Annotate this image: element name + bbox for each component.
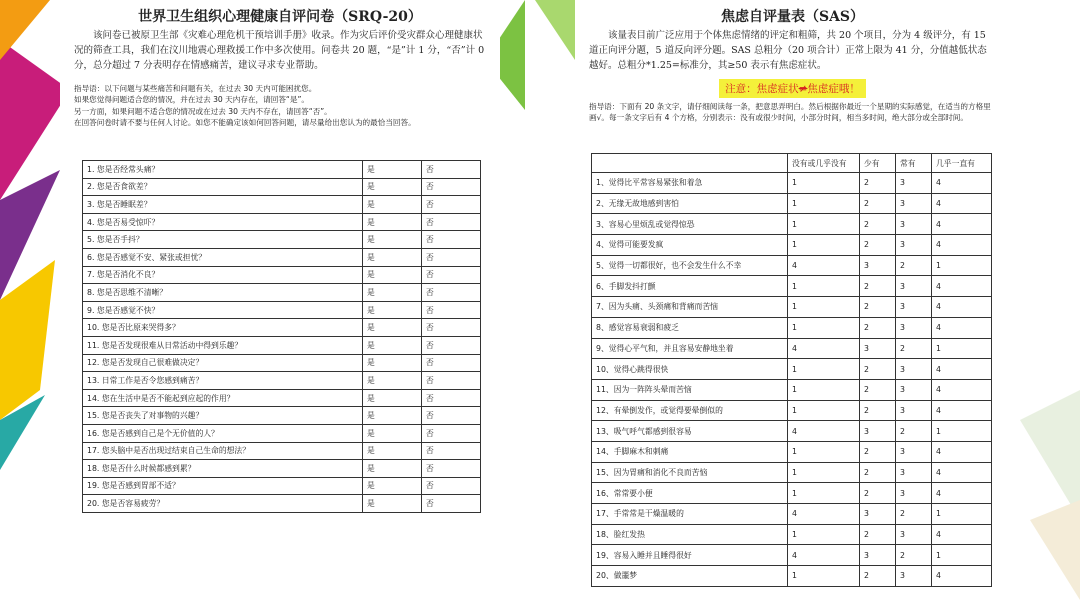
sas-score-cell[interactable]: 4 bbox=[932, 214, 992, 235]
sas-score-cell[interactable]: 4 bbox=[932, 317, 992, 338]
sas-table-row bbox=[592, 545, 992, 566]
sas-score-cell[interactable]: 1 bbox=[788, 566, 860, 587]
sas-item-cell: 20、做噩梦 bbox=[592, 566, 788, 587]
sas-item-cell: 15、因为胃痛和消化不良而苦恼 bbox=[592, 462, 788, 483]
srq-yes-cell[interactable]: 是 bbox=[363, 372, 422, 390]
sas-score-cell[interactable]: 4 bbox=[932, 276, 992, 297]
sas-score-cell[interactable]: 2 bbox=[860, 566, 896, 587]
sas-item-cell: 16、常常要小便 bbox=[592, 483, 788, 504]
sas-score-cell[interactable]: 2 bbox=[860, 462, 896, 483]
sas-score-cell[interactable]: 2 bbox=[860, 235, 896, 256]
sas-score-cell[interactable]: 2 bbox=[860, 359, 896, 380]
sas-score-cell[interactable]: 4 bbox=[932, 566, 992, 587]
sas-score-cell[interactable]: 4 bbox=[932, 483, 992, 504]
sas-score-cell[interactable]: 3 bbox=[896, 483, 932, 504]
sas-score-cell[interactable]: 3 bbox=[896, 379, 932, 400]
sas-score-cell[interactable]: 2 bbox=[860, 173, 896, 194]
sas-question-table bbox=[591, 153, 992, 587]
deco-triangle-lightgreen-top bbox=[535, 0, 575, 60]
sas-score-cell[interactable]: 2 bbox=[860, 441, 896, 462]
srq-no-cell[interactable]: 否 bbox=[422, 460, 481, 478]
srq-table-row bbox=[83, 460, 481, 478]
sas-score-cell[interactable]: 3 bbox=[860, 504, 896, 525]
srq-yes-cell[interactable]: 是 bbox=[363, 301, 422, 319]
srq-question-cell: 4. 您是否易受惊吓？ bbox=[83, 213, 363, 231]
sas-item-cell: 8、感觉容易衰弱和疲乏 bbox=[592, 317, 788, 338]
srq-table-row bbox=[83, 442, 481, 460]
sas-score-cell[interactable]: 4 bbox=[932, 359, 992, 380]
sas-score-cell[interactable]: 4 bbox=[932, 173, 992, 194]
sas-score-cell[interactable]: 2 bbox=[896, 421, 932, 442]
srq-intro: 该问卷已被原卫生部《灾难心理危机干预培训手册》收录。作为灾后评价受灾群众心理健康状况的筛查工具，我们在汶川地震心理救援工作中多次使用。问卷共 20 题，“是”计 1 分，“否”计 0 分，总分超过 7 分表明存在情感痛苦，建议寻求专业帮助。 bbox=[74, 30, 485, 71]
sas-score-cell[interactable]: 3 bbox=[896, 214, 932, 235]
sas-table-row bbox=[592, 214, 992, 235]
sas-score-cell[interactable]: 2 bbox=[860, 483, 896, 504]
srq-yes-cell[interactable]: 是 bbox=[363, 196, 422, 214]
sas-score-cell[interactable]: 1 bbox=[932, 421, 992, 442]
sas-table-row bbox=[592, 566, 992, 587]
sas-score-cell[interactable]: 2 bbox=[896, 504, 932, 525]
sas-score-cell[interactable]: 4 bbox=[788, 504, 860, 525]
sas-note-wrap bbox=[575, 77, 1010, 99]
srq-yes-cell[interactable]: 是 bbox=[363, 248, 422, 266]
srq-question-cell: 13. 日常工作是否令您感到痛苦？ bbox=[83, 372, 363, 390]
srq-question-cell: 12. 您是否发现自己很难做决定？ bbox=[83, 354, 363, 372]
srq-document bbox=[60, 0, 500, 605]
sas-score-cell[interactable]: 4 bbox=[932, 462, 992, 483]
sas-score-cell[interactable]: 4 bbox=[788, 545, 860, 566]
srq-yes-cell[interactable]: 是 bbox=[363, 231, 422, 249]
sas-score-cell[interactable]: 3 bbox=[896, 317, 932, 338]
srq-question-cell: 17. 您头脑中是否出现过结束自己生命的想法？ bbox=[83, 442, 363, 460]
sas-table-row bbox=[592, 235, 992, 256]
srq-table-row bbox=[83, 248, 481, 266]
sas-header-cell: 几乎一直有 bbox=[932, 154, 992, 173]
sas-table-row bbox=[592, 173, 992, 194]
sas-header-row bbox=[592, 154, 992, 173]
sas-table-row bbox=[592, 441, 992, 462]
srq-yes-cell[interactable]: 是 bbox=[363, 266, 422, 284]
sas-score-cell[interactable]: 2 bbox=[860, 400, 896, 421]
srq-no-cell[interactable]: 否 bbox=[422, 178, 481, 196]
srq-no-cell[interactable]: 否 bbox=[422, 389, 481, 407]
sas-table-row bbox=[592, 255, 992, 276]
sas-item-cell: 5、觉得一切都很好，也不会发生什么不幸 bbox=[592, 255, 788, 276]
srq-question-cell: 11. 您是否发现很难从日常活动中得到乐趣？ bbox=[83, 336, 363, 354]
deco-triangle-pale-right2 bbox=[1030, 500, 1080, 600]
srq-question-cell: 3. 您是否睡眠差？ bbox=[83, 196, 363, 214]
sas-title: 焦虑自评量表（SAS） bbox=[720, 9, 865, 25]
sas-score-cell[interactable]: 3 bbox=[896, 524, 932, 545]
sas-item-cell: 9、觉得心平气和，并且容易安静地坐着 bbox=[592, 338, 788, 359]
sas-item-cell: 18、脸红发热 bbox=[592, 524, 788, 545]
srq-question-cell: 15. 您是否丧失了对事物的兴趣？ bbox=[83, 407, 363, 425]
srq-question-cell: 14. 您在生活中是否不能起到应起的作用？ bbox=[83, 389, 363, 407]
sas-item-cell: 2、无缘无故地感到害怕 bbox=[592, 193, 788, 214]
sas-score-cell[interactable]: 1 bbox=[788, 462, 860, 483]
sas-item-cell: 4、觉得可能要发疯 bbox=[592, 235, 788, 256]
srq-table-row bbox=[83, 301, 481, 319]
srq-yes-cell[interactable]: 是 bbox=[363, 161, 422, 179]
sas-score-cell[interactable]: 2 bbox=[896, 545, 932, 566]
sas-score-cell[interactable]: 2 bbox=[860, 193, 896, 214]
srq-table-row bbox=[83, 495, 481, 513]
srq-instruction-line: 另一方面，如果问题不适合您的情况或在过去 30 天内不存在，请回答“否”。 bbox=[74, 106, 332, 116]
srq-yes-cell[interactable]: 是 bbox=[363, 389, 422, 407]
sas-score-cell[interactable]: 4 bbox=[788, 338, 860, 359]
sas-header-cell: 没有或几乎没有 bbox=[788, 154, 860, 173]
sas-score-cell[interactable]: 3 bbox=[896, 276, 932, 297]
sas-item-cell: 12、有晕倒发作，或觉得要晕倒似的 bbox=[592, 400, 788, 421]
srq-no-cell[interactable]: 否 bbox=[422, 196, 481, 214]
srq-no-cell[interactable]: 否 bbox=[422, 354, 481, 372]
sas-score-cell[interactable]: 2 bbox=[860, 276, 896, 297]
srq-no-cell[interactable]: 否 bbox=[422, 266, 481, 284]
sas-score-cell[interactable]: 1 bbox=[788, 297, 860, 318]
sas-score-cell[interactable]: 4 bbox=[932, 379, 992, 400]
sas-score-cell[interactable]: 4 bbox=[932, 235, 992, 256]
srq-question-cell: 5. 您是否手抖？ bbox=[83, 231, 363, 249]
sas-score-cell[interactable]: 3 bbox=[896, 193, 932, 214]
srq-yes-cell[interactable]: 是 bbox=[363, 442, 422, 460]
sas-score-cell[interactable]: 2 bbox=[896, 255, 932, 276]
srq-question-cell: 9. 您是否感觉不快？ bbox=[83, 301, 363, 319]
srq-no-cell[interactable]: 否 bbox=[422, 319, 481, 337]
sas-document bbox=[575, 0, 1010, 605]
sas-score-cell[interactable]: 3 bbox=[896, 173, 932, 194]
srq-table-row bbox=[83, 389, 481, 407]
sas-score-cell[interactable]: 3 bbox=[896, 400, 932, 421]
sas-score-cell[interactable]: 1 bbox=[788, 359, 860, 380]
sas-score-cell[interactable]: 3 bbox=[896, 462, 932, 483]
sas-score-cell[interactable]: 3 bbox=[896, 359, 932, 380]
sas-item-cell: 19、容易入睡并且睡得很好 bbox=[592, 545, 788, 566]
sas-score-cell[interactable]: 3 bbox=[860, 255, 896, 276]
sas-item-cell: 10、觉得心跳得很快 bbox=[592, 359, 788, 380]
srq-no-cell[interactable]: 否 bbox=[422, 213, 481, 231]
srq-yes-cell[interactable]: 是 bbox=[363, 460, 422, 478]
sas-table-row bbox=[592, 462, 992, 483]
sas-score-cell[interactable]: 3 bbox=[860, 421, 896, 442]
sas-table-row bbox=[592, 524, 992, 545]
srq-yes-cell[interactable]: 是 bbox=[363, 213, 422, 231]
sas-score-cell[interactable]: 2 bbox=[860, 297, 896, 318]
srq-instructions bbox=[60, 83, 500, 129]
sas-score-cell[interactable]: 2 bbox=[860, 379, 896, 400]
srq-table-row bbox=[83, 372, 481, 390]
srq-question-cell: 8. 您是否思维不清晰？ bbox=[83, 284, 363, 302]
sas-item-cell: 6、手脚发抖打颤 bbox=[592, 276, 788, 297]
srq-table-row bbox=[83, 266, 481, 284]
sas-table-row bbox=[592, 421, 992, 442]
sas-score-cell[interactable]: 1 bbox=[788, 193, 860, 214]
sas-score-cell[interactable]: 1 bbox=[788, 235, 860, 256]
sas-intro: 该量表目前广泛应用于个体焦虑情绪的评定和粗筛，共 20 个项目，分为 4 级评分，有 15 道正向评分题，5 道反向评分题。SAS 总粗分（20 项合计）正常上限为 41 分，分值越低状态越好。总粗分*1.25=标准分，其≥50 表示有焦虑症状。 bbox=[589, 30, 987, 71]
sas-table-row bbox=[592, 317, 992, 338]
srq-question-cell: 19. 您是否感到胃部不适？ bbox=[83, 477, 363, 495]
sas-item-cell: 14、手脚麻木和刺痛 bbox=[592, 441, 788, 462]
sas-score-cell[interactable]: 3 bbox=[860, 338, 896, 359]
srq-no-cell[interactable]: 否 bbox=[422, 336, 481, 354]
srq-instruction-line: 如果您觉得问题适合您的情况，并在过去 30 天内存在，请回答“是”。 bbox=[74, 95, 309, 105]
sas-score-cell[interactable]: 1 bbox=[932, 338, 992, 359]
sas-header-cell bbox=[592, 154, 788, 173]
sas-table-row bbox=[592, 338, 992, 359]
sas-table-row bbox=[592, 193, 992, 214]
srq-yes-cell[interactable]: 是 bbox=[363, 178, 422, 196]
sas-score-cell[interactable]: 3 bbox=[896, 566, 932, 587]
srq-no-cell[interactable]: 否 bbox=[422, 495, 481, 513]
srq-no-cell[interactable]: 否 bbox=[422, 372, 481, 390]
sas-table-row bbox=[592, 483, 992, 504]
sas-item-cell: 1、觉得比平常容易紧张和着急 bbox=[592, 173, 788, 194]
srq-no-cell[interactable]: 否 bbox=[422, 424, 481, 442]
sas-score-cell[interactable]: 1 bbox=[788, 379, 860, 400]
srq-question-cell: 20. 您是否容易疲劳？ bbox=[83, 495, 363, 513]
srq-table-row bbox=[83, 424, 481, 442]
sas-score-cell[interactable]: 4 bbox=[932, 297, 992, 318]
sas-header-cell: 常有 bbox=[896, 154, 932, 173]
srq-instruction-line: 指导语：以下问题与某些痛苦和问题有关，在过去 30 天内可能困扰您。 bbox=[74, 84, 317, 93]
sas-table-row bbox=[592, 400, 992, 421]
srq-table-row bbox=[83, 319, 481, 337]
sas-table-row bbox=[592, 297, 992, 318]
sas-score-cell[interactable]: 1 bbox=[932, 545, 992, 566]
srq-no-cell[interactable]: 否 bbox=[422, 407, 481, 425]
sas-score-cell[interactable]: 4 bbox=[788, 255, 860, 276]
sas-instructions: 指导语：下面有 20 条文字，请仔细阅读每一条，把意思弄明白。然后根据你最近一个星期的实际感觉，在适当的方格里画√。每一条文字后有 4 个方格，分别表示：没有或很少时间，小部分时间，相当多时间，绝大部分或全部时间。 bbox=[589, 102, 991, 123]
srq-table-row bbox=[83, 354, 481, 372]
srq-table-row bbox=[83, 196, 481, 214]
sas-highlight-note bbox=[719, 79, 866, 98]
srq-table-row bbox=[83, 231, 481, 249]
sas-score-cell[interactable]: 4 bbox=[932, 524, 992, 545]
sas-table-row bbox=[592, 379, 992, 400]
sas-score-cell[interactable]: 1 bbox=[788, 317, 860, 338]
srq-yes-cell[interactable]: 是 bbox=[363, 495, 422, 513]
sas-score-cell[interactable]: 2 bbox=[860, 317, 896, 338]
sas-score-cell[interactable]: 4 bbox=[932, 441, 992, 462]
srq-table-row bbox=[83, 336, 481, 354]
sas-score-cell[interactable]: 1 bbox=[932, 255, 992, 276]
srq-question-cell: 2. 您是否食欲差？ bbox=[83, 178, 363, 196]
srq-question-table bbox=[82, 160, 481, 513]
srq-instruction-line: 在回答问卷时请不要与任何人讨论。如您不能确定该如何回答问题，请尽量给出您认为的最恰当回答。 bbox=[74, 118, 416, 128]
srq-yes-cell[interactable]: 是 bbox=[363, 284, 422, 302]
sas-score-cell[interactable]: 4 bbox=[932, 400, 992, 421]
sas-score-cell[interactable]: 1 bbox=[932, 504, 992, 525]
note-suffix: 焦虑症哦！ bbox=[807, 83, 860, 95]
sas-score-cell[interactable]: 2 bbox=[860, 214, 896, 235]
srq-table-row bbox=[83, 213, 481, 231]
srq-yes-cell[interactable]: 是 bbox=[363, 424, 422, 442]
srq-no-cell[interactable]: 否 bbox=[422, 284, 481, 302]
srq-no-cell[interactable]: 否 bbox=[422, 248, 481, 266]
srq-table-row bbox=[83, 477, 481, 495]
srq-question-cell: 7. 您是否消化不良？ bbox=[83, 266, 363, 284]
srq-yes-cell[interactable]: 是 bbox=[363, 407, 422, 425]
srq-table-row bbox=[83, 284, 481, 302]
srq-yes-cell[interactable]: 是 bbox=[363, 354, 422, 372]
srq-title: 世界卫生组织心理健康自评问卷（SRQ-20） bbox=[138, 9, 422, 25]
srq-no-cell[interactable]: 否 bbox=[422, 442, 481, 460]
sas-score-cell[interactable]: 1 bbox=[788, 214, 860, 235]
srq-question-cell: 6. 您是否感觉不安、紧张或担忧？ bbox=[83, 248, 363, 266]
sas-score-cell[interactable]: 1 bbox=[788, 524, 860, 545]
sas-header-cell: 少有 bbox=[860, 154, 896, 173]
srq-yes-cell[interactable]: 是 bbox=[363, 477, 422, 495]
srq-question-cell: 16. 您是否感到自己是个无价值的人？ bbox=[83, 424, 363, 442]
srq-question-cell: 18. 您是否什么时候都感到累？ bbox=[83, 460, 363, 478]
sas-table-row bbox=[592, 359, 992, 380]
srq-question-cell: 10. 您是否比原来哭得多？ bbox=[83, 319, 363, 337]
note-neq: ≠ bbox=[798, 83, 808, 95]
srq-question-cell: 1. 您是否经常头痛？ bbox=[83, 161, 363, 179]
deco-triangle-yellow bbox=[0, 260, 55, 420]
sas-item-cell: 13、吸气呼气都感到很容易 bbox=[592, 421, 788, 442]
sas-score-cell[interactable]: 2 bbox=[896, 338, 932, 359]
srq-no-cell[interactable]: 否 bbox=[422, 301, 481, 319]
sas-score-cell[interactable]: 1 bbox=[788, 276, 860, 297]
sas-score-cell[interactable]: 2 bbox=[860, 524, 896, 545]
sas-score-cell[interactable]: 1 bbox=[788, 441, 860, 462]
srq-table-row bbox=[83, 407, 481, 425]
sas-item-cell: 11、因为一阵阵头晕而苦恼 bbox=[592, 379, 788, 400]
sas-table-row bbox=[592, 276, 992, 297]
sas-score-cell[interactable]: 3 bbox=[896, 235, 932, 256]
srq-yes-cell[interactable]: 是 bbox=[363, 336, 422, 354]
srq-table-row bbox=[83, 178, 481, 196]
sas-score-cell[interactable]: 1 bbox=[788, 173, 860, 194]
srq-no-cell[interactable]: 否 bbox=[422, 477, 481, 495]
sas-item-cell: 7、因为头痛、头颈痛和背痛而苦恼 bbox=[592, 297, 788, 318]
srq-yes-cell[interactable]: 是 bbox=[363, 319, 422, 337]
sas-score-cell[interactable]: 3 bbox=[860, 545, 896, 566]
sas-table-row bbox=[592, 504, 992, 525]
sas-score-cell[interactable]: 3 bbox=[896, 441, 932, 462]
sas-score-cell[interactable]: 3 bbox=[896, 297, 932, 318]
sas-score-cell[interactable]: 1 bbox=[788, 483, 860, 504]
srq-no-cell[interactable]: 否 bbox=[422, 161, 481, 179]
sas-score-cell[interactable]: 4 bbox=[788, 421, 860, 442]
sas-score-cell[interactable]: 1 bbox=[788, 400, 860, 421]
deco-triangle-orange bbox=[0, 0, 50, 60]
note-prefix: 注意：焦虑症状 bbox=[725, 83, 799, 95]
srq-no-cell[interactable]: 否 bbox=[422, 231, 481, 249]
sas-item-cell: 3、容易心里烦乱或觉得惊恐 bbox=[592, 214, 788, 235]
sas-item-cell: 17、手常常是干燥温暖的 bbox=[592, 504, 788, 525]
deco-triangle-pale-right bbox=[1020, 390, 1080, 520]
srq-table-row bbox=[83, 161, 481, 179]
sas-score-cell[interactable]: 4 bbox=[932, 193, 992, 214]
